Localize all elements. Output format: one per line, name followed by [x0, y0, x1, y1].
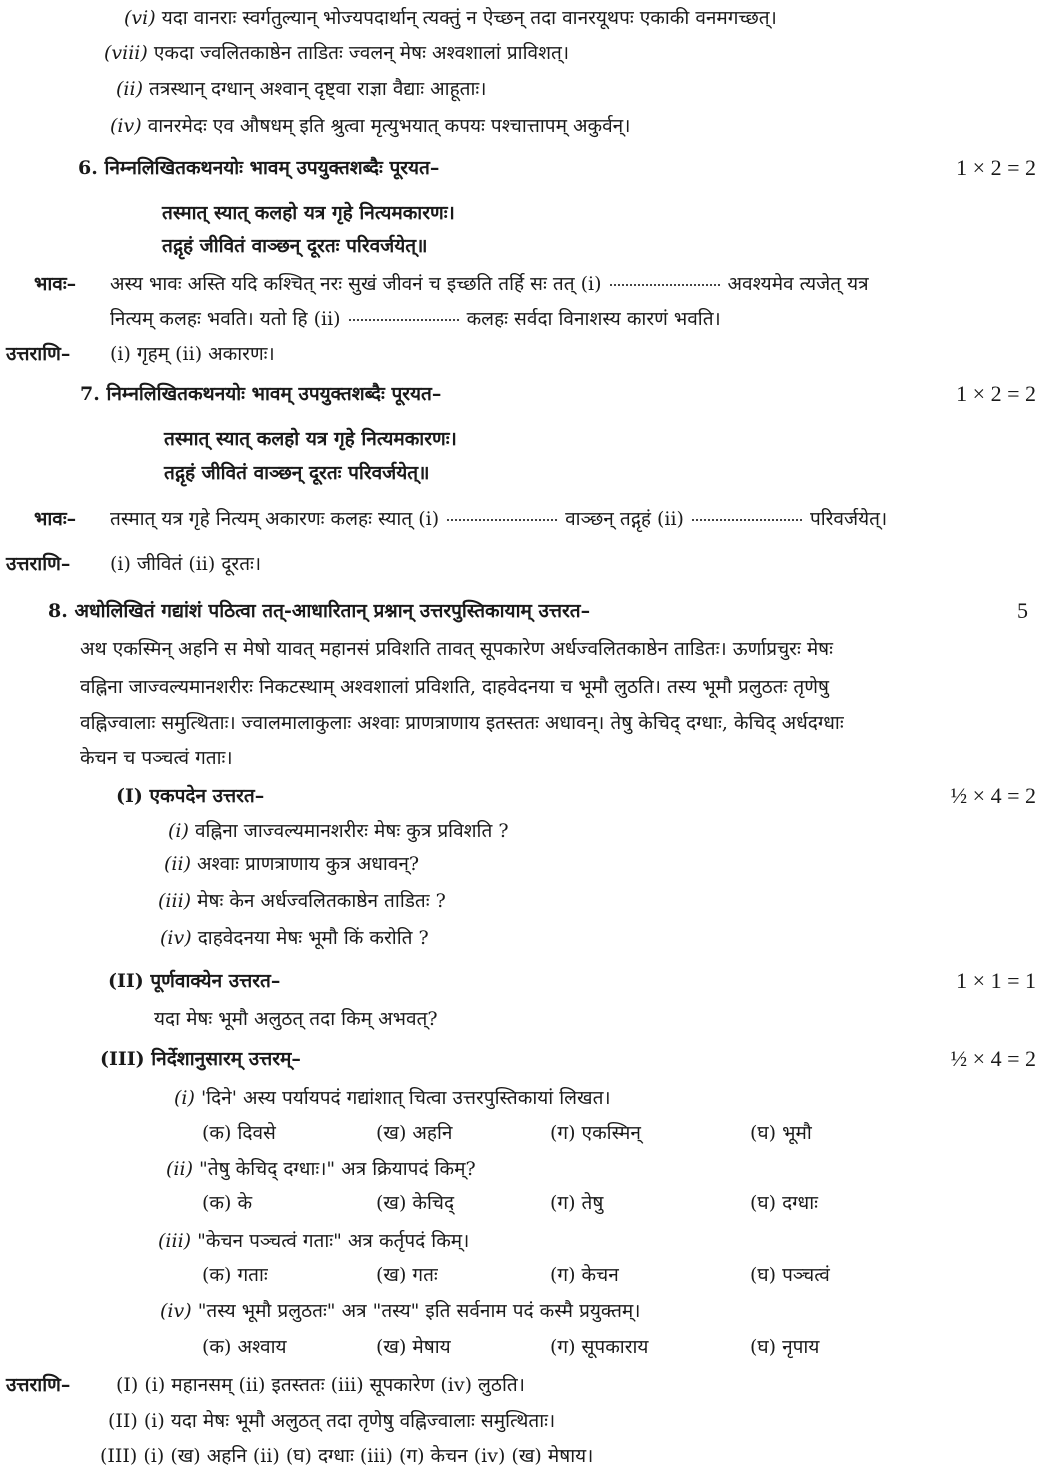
mcq-question	[166, 1157, 476, 1181]
passage-line: वह्निना जाज्वल्यमानशरीरः निकटस्थाम् अश्वशालां प्रविशति, दाहवेदनया च भूमौ लुठति। तस्य भूमौ प्रलुठतः तृणेषु	[80, 676, 829, 698]
text: वाञ्छन् तद्गृहं (ii)	[565, 508, 684, 530]
q6-verse-2: तद्गृहं जीवितं वाञ्छन् दूरतः परिवर्जयेत्॥	[162, 235, 428, 257]
question-item	[160, 926, 429, 950]
passage-line: अथ एकस्मिन् अहनि स मेषो यावत् महानसं प्रविशति तावत् सूपकारेण अर्धज्वलितकाष्ठेन ताडितः। ऊर्णाप्रचुरः मेषः	[80, 638, 833, 660]
mcq-option: (घ) पञ्चत्वं	[750, 1264, 830, 1286]
item-num: (iii)	[158, 1230, 192, 1252]
mcq-option: (घ) नृपाय	[750, 1336, 820, 1358]
item-text: तत्रस्थान् दग्धान् अश्वान् दृष्ट्वा राज्ञा वैद्याः आहूताः।	[149, 78, 487, 100]
q6-bhava-label: भावः–	[34, 273, 77, 295]
section-ii-title: (II) पूर्णवाक्येन उत्तरत–	[108, 970, 281, 992]
mcq-option: (ख) केचिद्	[376, 1192, 455, 1214]
q7-answer-label: उत्तराणि–	[6, 553, 71, 575]
passage-line: केचन च पञ्चत्वं गताः।	[80, 747, 233, 769]
mcq-option: (घ) दग्धाः	[750, 1192, 818, 1214]
section-iii-marks: ½ × 4 = 2	[950, 1046, 1036, 1071]
item-text: यदा वानराः स्वर्गतुल्यान् भोज्यपदार्थान् त्यक्तुं न ऐच्छन् तदा वानरयूथपः एकाकी वनमगच्छत्।	[161, 7, 777, 29]
item-text: वह्निना जाज्वल्यमानशरीरः मेषः कुत्र प्रविशति ?	[194, 820, 509, 842]
text: नित्यम् कलहः भवति। यतो हि (ii)	[110, 308, 341, 330]
q6-marks: 1 × 2 = 2	[956, 155, 1036, 180]
question-item	[164, 852, 419, 876]
mcq-option: (ग) केचन	[550, 1264, 619, 1286]
item-text: एकदा ज्वलितकाष्ठेन ताडितः ज्वलन् मेषः अश्वशालां प्राविशत्।	[153, 42, 570, 64]
item-text: दाहवेदनया मेषः भूमौ किं करोति ?	[197, 927, 429, 949]
section-iii-title: (III) निर्देशानुसारम् उत्तरम्–	[100, 1048, 301, 1070]
mcq-option: (ग) तेषु	[550, 1192, 604, 1214]
item-num: (i)	[168, 820, 189, 842]
q7-marks: 1 × 2 = 2	[956, 381, 1036, 406]
item-num: (iv)	[110, 115, 142, 137]
item-num: (iii)	[158, 890, 192, 912]
mcq-option: (क) अश्वाय	[202, 1336, 287, 1358]
mcq-option: (घ) भूमौ	[750, 1122, 812, 1144]
answer-i: (I) (i) महानसम् (ii) इतस्ततः (iii) सूपकारेण (iv) लुठति।	[116, 1374, 525, 1396]
item-num: (ii)	[116, 78, 143, 100]
mcq-option: (ख) मेषाय	[376, 1336, 451, 1358]
mcq-question	[174, 1086, 611, 1110]
q6-answers: (i) गृहम् (ii) अकारणः।	[110, 343, 275, 365]
item-num: (viii)	[104, 42, 148, 64]
prev-item	[104, 41, 569, 65]
prev-item	[116, 77, 486, 101]
blank-i	[447, 519, 557, 521]
q7-title: 7. निम्नलिखितकथनयोः भावम् उपयुक्तशब्दैः पूरयत–	[80, 383, 442, 405]
blank-i	[610, 284, 720, 286]
question-item	[168, 819, 509, 843]
item-text: वानरमेदः एव औषधम् इति श्रुत्वा मृत्युभयात् कपयः पश्चात्तापम् अकुर्वन्।	[147, 115, 631, 137]
section-i-marks: ½ × 4 = 2	[950, 783, 1036, 808]
blank-ii	[692, 519, 802, 521]
mcq-question	[160, 1299, 640, 1323]
q6-verse-1: तस्मात् स्यात् कलहो यत्र गृहे नित्यमकारणः।	[162, 202, 455, 224]
mcq-option: (ख) गतः	[376, 1264, 438, 1286]
question-item	[158, 889, 446, 913]
q8-marks: 5	[1017, 598, 1028, 623]
q7-verse-2: तद्गृहं जीवितं वाञ्छन् दूरतः परिवर्जयेत्॥	[164, 462, 430, 484]
mcq-option: (क) गताः	[202, 1264, 268, 1286]
mcq-option: (क) के	[202, 1192, 253, 1214]
answer-ii: (II) (i) यदा मेषः भूमौ अलुठत् तदा तृणेषु वह्निज्वालाः समुत्थिताः।	[108, 1410, 556, 1432]
answer-iii: (III) (i) (ख) अहनि (ii) (घ) दग्धाः (iii) (ग) केचन (iv) (ख) मेषाय।	[100, 1445, 594, 1467]
item-text: "तेषु केचिद् दग्धाः।" अत्र क्रियापदं किम्?	[199, 1158, 476, 1180]
q6-bhava-line-1	[110, 272, 869, 296]
text: अवश्यमेव त्यजेत् यत्र	[727, 273, 869, 295]
prev-item	[124, 6, 777, 30]
mcq-option: (ग) सूपकाराय	[550, 1336, 649, 1358]
q8-title: 8. अधोलिखितं गद्यांशं पठित्वा तत्-आधारितान् प्रश्नान् उत्तरपुस्तिकायाम् उत्तरत–	[48, 600, 591, 622]
q6-bhava-line-2	[110, 307, 721, 331]
mcq-option: (ग) एकस्मिन्	[550, 1122, 641, 1144]
mcq-question	[158, 1229, 469, 1253]
prev-item	[110, 114, 630, 138]
item-text: अश्वाः प्राणत्राणाय कुत्र अधावन्?	[197, 853, 420, 875]
item-text: 'दिने' अस्य पर्यायपदं गद्यांशात् चित्वा उत्तरपुस्तिकायां लिखत।	[200, 1087, 611, 1109]
text: अस्य भावः अस्ति यदि कश्चित् नरः सुखं जीवनं च इच्छति तर्हि सः तत् (i)	[110, 273, 602, 295]
q8-answer-label: उत्तराणि–	[6, 1374, 71, 1396]
item-text: मेषः केन अर्धज्वलितकाष्ठेन ताडितः ?	[197, 890, 446, 912]
text: परिवर्जयेत्।	[809, 508, 888, 530]
mcq-option: (क) दिवसे	[202, 1122, 276, 1144]
section-ii-marks: 1 × 1 = 1	[956, 968, 1036, 993]
item-num: (i)	[174, 1087, 195, 1109]
item-num: (vi)	[124, 7, 156, 29]
item-text: "केचन पञ्चत्वं गताः" अत्र कर्तृपदं किम्।	[197, 1230, 470, 1252]
item-num: (iv)	[160, 1300, 192, 1322]
q7-bhava-label: भावः–	[34, 508, 77, 530]
q6-answer-label: उत्तराणि–	[6, 343, 71, 365]
section-ii-question: यदा मेषः भूमौ अलुठत् तदा किम् अभवत्?	[154, 1008, 438, 1030]
item-num: (ii)	[166, 1158, 193, 1180]
text: कलहः सर्वदा विनाशस्य कारणं भवति।	[466, 308, 721, 330]
passage-line: वह्निज्वालाः समुत्थिताः। ज्वालमालाकुलाः अश्वाः प्राणत्राणाय इतस्ततः अधावन्। तेषु केचिद् दग्धाः, केचिद् अर्धदग्धाः	[80, 712, 844, 734]
blank-ii	[349, 319, 459, 321]
q6-title: 6. निम्नलिखितकथनयोः भावम् उपयुक्तशब्दैः पूरयत–	[78, 157, 440, 179]
mcq-option: (ख) अहनि	[376, 1122, 453, 1144]
item-text: "तस्य भूमौ प्रलुठतः" अत्र "तस्य" इति सर्वनाम पदं कस्मै प्रयुक्तम्।	[197, 1300, 641, 1322]
q7-verse-1: तस्मात् स्यात् कलहो यत्र गृहे नित्यमकारणः।	[164, 428, 457, 450]
text: तस्मात् यत्र गृहे नित्यम् अकारणः कलहः स्यात् (i)	[110, 508, 440, 530]
q7-bhava-line	[110, 507, 887, 531]
section-i-title: (I) एकपदेन उत्तरत–	[116, 785, 265, 807]
item-num: (iv)	[160, 927, 192, 949]
item-num: (ii)	[164, 853, 191, 875]
q7-answers: (i) जीवितं (ii) दूरतः।	[110, 553, 262, 575]
